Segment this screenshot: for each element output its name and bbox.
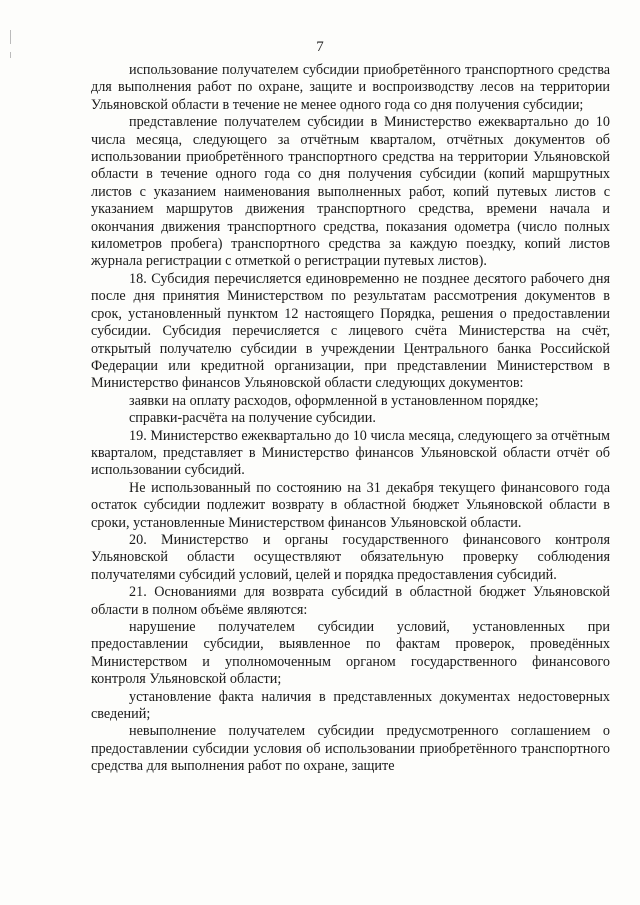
list-item-non-fulfillment: невыполнение получателем субсидии предусмотренного соглашением о предоставлении субсидии условия об использовании приобретённого транспортного средства для выполнения работ по охране, защите <box>91 723 610 775</box>
paragraph-unused-balance: Не использованный по состоянию на 31 декабря текущего финансового года остаток субсидии подлежит возврату в областной бюджет Ульяновской области в сроки, установленные Министерством финансов Ульяновской области. <box>91 479 610 531</box>
page-number: 7 <box>316 39 324 55</box>
list-item-payment-request: заявки на оплату расходов, оформленной в установленном порядке; <box>129 392 539 409</box>
list-item-violation: нарушение получателем субсидии условий, установленных при предоставлении субсидии, выявленное по фактам проверок, проведённых Министерством и уполномоченным органом государственного финансового контроля Ульяновской области; <box>91 619 610 688</box>
document-body <box>91 62 610 776</box>
list-item-calculation-certificate: справки-расчёта на получение субсидии. <box>129 410 376 427</box>
paragraph-item-19: 19. Министерство ежеквартально до 10 числа месяца, следующего за отчётным кварталом, представляет в Министерство финансов Ульяновской области отчёт об использовании субсидий. <box>91 427 610 479</box>
paragraph-item-20: 20. Министерство и органы государственного финансового контроля Ульяновской области осуществляют обязательную проверку соблюдения получателями субсидий условий, целей и порядка предоставления субсидий. <box>91 531 610 583</box>
paragraph-item-18: 18. Субсидия перечисляется единовременно не позднее десятого рабочего дня после дня принятия Министерством по результатам рассмотрения документов в срок, установленный пунктом 12 настоящего Порядка, решения о предоставлении субсидии. Субсидия перечисляется с лицевого счёта Министерства на счёт, открытый получателю субсидии в учреждении Центрального банка Российской Федерации или кредитной организации, при представлении Министерством в Министерство финансов Ульяновской области следующих документов: <box>91 270 610 392</box>
list-item-false-info: установление факта наличия в представленных документах недостоверных сведений; <box>91 688 610 723</box>
paragraph-item-21: 21. Основаниями для возврата субсидий в областной бюджет Ульяновской области в полном объёме являются: <box>91 584 610 618</box>
paragraph-reporting-requirement: представление получателем субсидии в Министерство ежеквартально до 10 числа месяца, следующего за отчётным кварталом, отчётных документов об использовании приобретённого транспортного средства на территории Ульяновской области в течение одного года со дня получения субсидии (копий маршрутных листов с указанием наименования выполненных работ, копий путевых листов с указанием маршрутов движения транспортного средства, времени начала и окончания движения транспортного средства, показания одометра (число полных километров пробега) транспортного средства за каждую поездку, копий листов журнала регистрации с отметкой о регистрации путевых листов). <box>91 114 610 270</box>
paragraph-continuation-use: использование получателем субсидии приобретённого транспортного средства для выполнения работ по охране, защите и воспроизводству лесов на территории Ульяновской области в течение не менее одного года со дня получения субсидии; <box>91 62 610 113</box>
